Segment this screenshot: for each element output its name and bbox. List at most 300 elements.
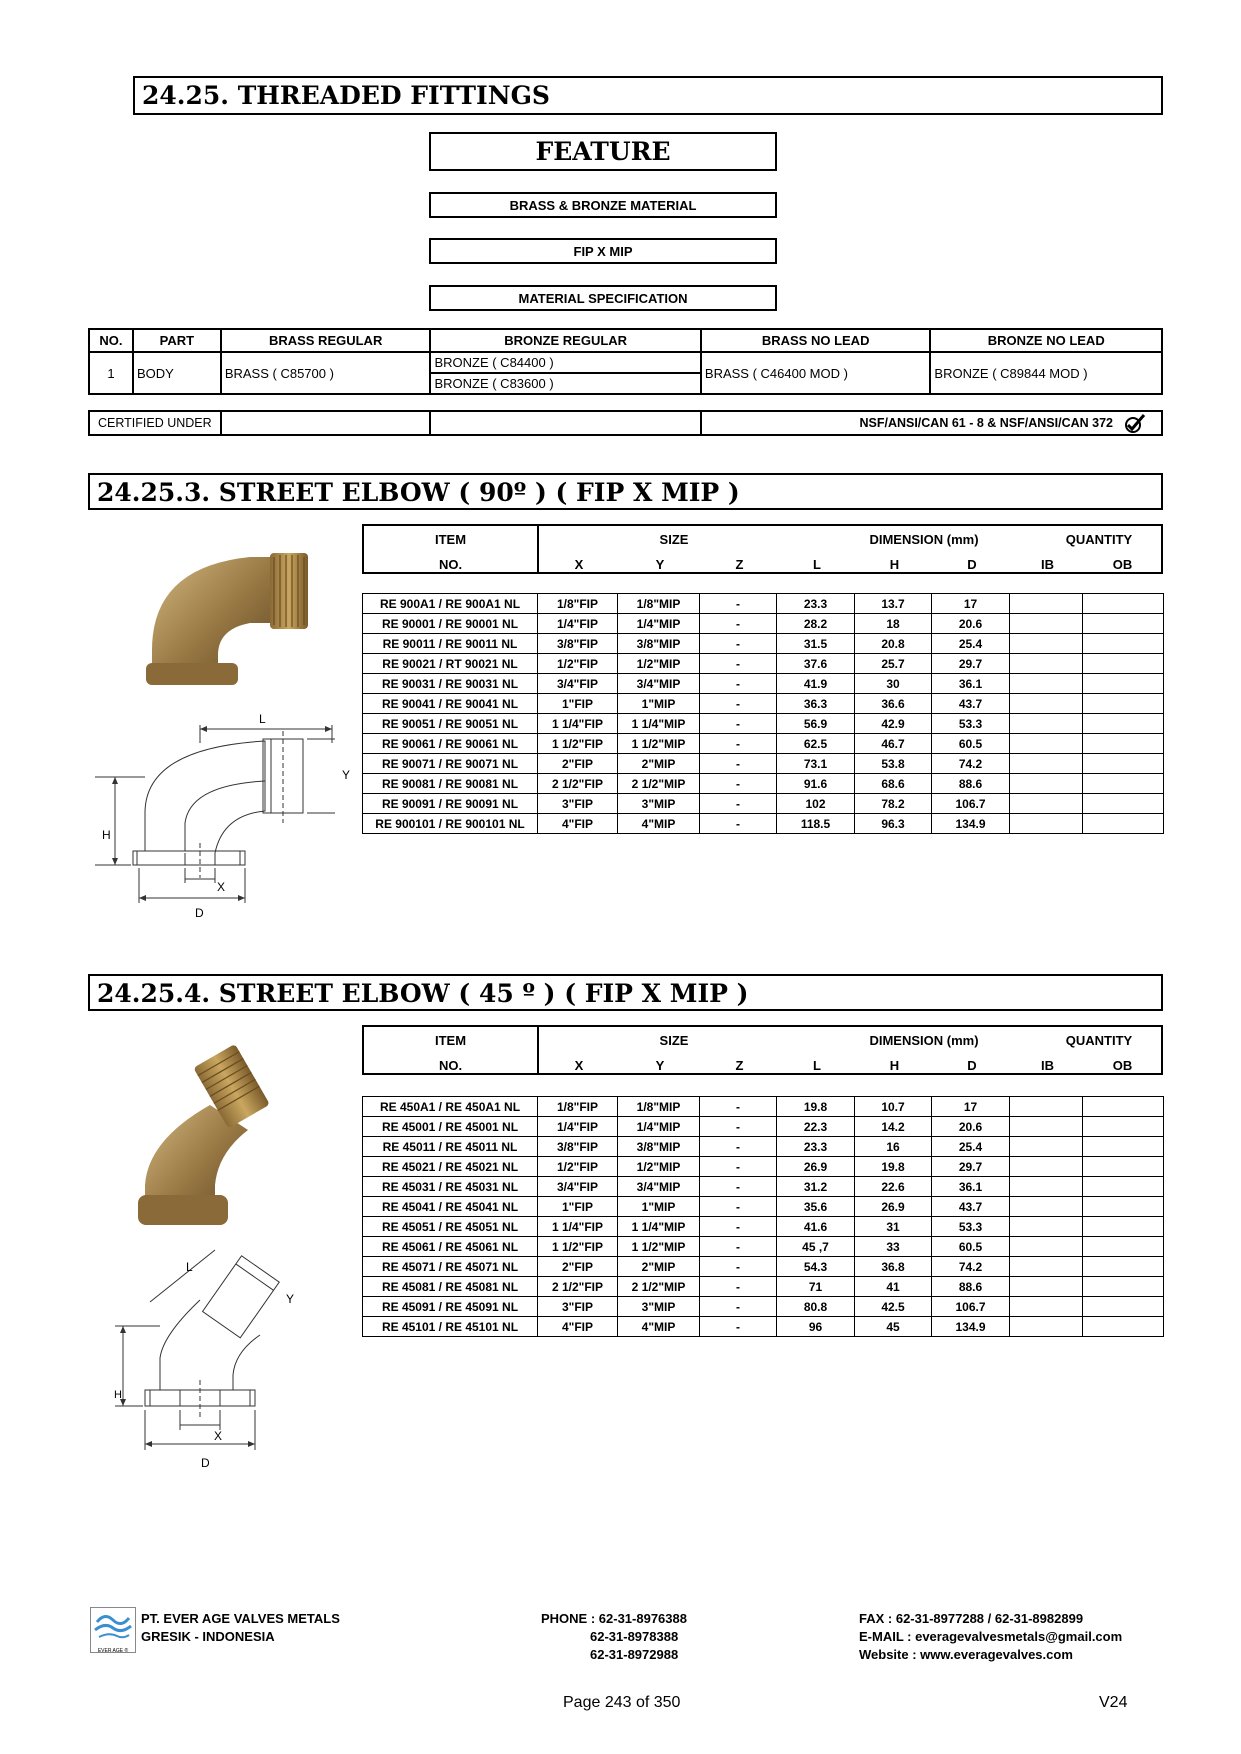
cell-dim-d: 43.7 bbox=[932, 1197, 1010, 1217]
th-45-ob: OB bbox=[1112, 1058, 1133, 1073]
cell-size-z: - bbox=[700, 594, 777, 614]
cell-qty-ib bbox=[1010, 814, 1083, 834]
section-45-title-text: 24.25.4. STREET ELBOW ( 45 º ) ( FIP X MIP ) bbox=[97, 979, 749, 1008]
cell-dim-l: 22.3 bbox=[777, 1117, 855, 1137]
th-90-z: Z bbox=[735, 557, 744, 572]
cell-qty-ib bbox=[1010, 794, 1083, 814]
footer-company-block bbox=[141, 1610, 340, 1646]
cell-dim-l: 23.3 bbox=[777, 1137, 855, 1157]
cell-qty-ib bbox=[1010, 634, 1083, 654]
diagram-45-label-d: D bbox=[201, 1456, 210, 1470]
cell-dim-d: 53.3 bbox=[932, 1217, 1010, 1237]
cell-qty-ib bbox=[1010, 654, 1083, 674]
cell-size-x: 3"FIP bbox=[538, 1297, 618, 1317]
cell-dim-h: 14.2 bbox=[855, 1117, 932, 1137]
cell-dim-h: 30 bbox=[855, 674, 932, 694]
cell-qty-ib bbox=[1010, 714, 1083, 734]
cell-item-no: RE 450A1 / RE 450A1 NL bbox=[363, 1097, 538, 1117]
cell-dim-h: 20.8 bbox=[855, 634, 932, 654]
cell-size-x: 1 1/4"FIP bbox=[538, 1217, 618, 1237]
th-45-no: NO. bbox=[438, 1058, 463, 1073]
diagram-90-label-d: D bbox=[195, 906, 204, 920]
cell-dim-h: 96.3 bbox=[855, 814, 932, 834]
cell-size-x: 1 1/2"FIP bbox=[538, 734, 618, 754]
cell-qty-ob bbox=[1083, 1297, 1164, 1317]
company-logo bbox=[90, 1607, 136, 1653]
cell-qty-ob bbox=[1083, 814, 1164, 834]
elbow-45-photo bbox=[130, 1035, 290, 1235]
cell-item-no: RE 45051 / RE 45051 NL bbox=[363, 1217, 538, 1237]
cell-size-y: 3"MIP bbox=[618, 1297, 700, 1317]
certified-empty-1 bbox=[221, 411, 431, 435]
footer-phone-3: 62-31-8972988 bbox=[590, 1647, 679, 1662]
cell-qty-ob bbox=[1083, 1117, 1164, 1137]
footer-email[interactable]: E-MAIL : everagevalvesmetals@gmail.com bbox=[859, 1629, 1123, 1644]
cell-item-no: RE 45061 / RE 45061 NL bbox=[363, 1237, 538, 1257]
cell-dim-l: 23.3 bbox=[777, 594, 855, 614]
cell-dim-l: 71 bbox=[777, 1277, 855, 1297]
page-number: Page 243 of 350 bbox=[563, 1694, 681, 1711]
th-90-x: X bbox=[574, 557, 584, 572]
cell-size-x: 1/2"FIP bbox=[538, 1157, 618, 1177]
elbow-90-diagram bbox=[95, 703, 360, 918]
spec-header-bronze-regular: BRONZE REGULAR bbox=[430, 329, 700, 352]
cell-dim-l: 28.2 bbox=[777, 614, 855, 634]
table-row bbox=[363, 754, 1164, 774]
cell-qty-ib bbox=[1010, 1217, 1083, 1237]
cell-qty-ob bbox=[1083, 1177, 1164, 1197]
cell-size-y: 1 1/2"MIP bbox=[618, 1237, 700, 1257]
cell-dim-d: 36.1 bbox=[932, 674, 1010, 694]
table-45-body bbox=[362, 1096, 1164, 1337]
cell-qty-ob bbox=[1083, 1237, 1164, 1257]
table-row bbox=[363, 1297, 1164, 1317]
cell-dim-d: 53.3 bbox=[932, 714, 1010, 734]
feature-material-spec: MATERIAL SPECIFICATION bbox=[429, 285, 777, 311]
certified-label: CERTIFIED UNDER bbox=[89, 411, 221, 435]
cell-size-y: 1"MIP bbox=[618, 694, 700, 714]
cell-size-x: 1/2"FIP bbox=[538, 654, 618, 674]
cell-dim-l: 26.9 bbox=[777, 1157, 855, 1177]
cell-item-no: RE 45031 / RE 45031 NL bbox=[363, 1177, 538, 1197]
cell-dim-d: 29.7 bbox=[932, 1157, 1010, 1177]
cell-size-z: - bbox=[700, 1317, 777, 1337]
cell-qty-ob bbox=[1083, 1137, 1164, 1157]
logo-text: EVER AGE ® bbox=[97, 1648, 129, 1654]
cell-size-z: - bbox=[700, 1217, 777, 1237]
cell-item-no: RE 90051 / RE 90051 NL bbox=[363, 714, 538, 734]
th-45-quantity: QUANTITY bbox=[1065, 1033, 1133, 1048]
cell-size-z: - bbox=[700, 674, 777, 694]
cell-item-no: RE 900101 / RE 900101 NL bbox=[363, 814, 538, 834]
cell-dim-d: 17 bbox=[932, 1097, 1010, 1117]
table-row bbox=[363, 714, 1164, 734]
th-45-size: SIZE bbox=[659, 1033, 689, 1048]
table-row bbox=[363, 734, 1164, 754]
section-title bbox=[133, 76, 1163, 115]
section-45-title bbox=[88, 974, 1163, 1011]
cell-dim-d: 20.6 bbox=[932, 614, 1010, 634]
cell-qty-ob bbox=[1083, 734, 1164, 754]
table-45-header bbox=[362, 1025, 1163, 1075]
spec-row-no: 1 bbox=[89, 352, 133, 394]
diagram-45-label-l: L bbox=[186, 1260, 193, 1274]
cell-dim-h: 36.8 bbox=[855, 1257, 932, 1277]
cell-qty-ob bbox=[1083, 634, 1164, 654]
cell-item-no: RE 45001 / RE 45001 NL bbox=[363, 1117, 538, 1137]
cell-qty-ob bbox=[1083, 614, 1164, 634]
cell-dim-h: 26.9 bbox=[855, 1197, 932, 1217]
cell-item-no: RE 90071 / RE 90071 NL bbox=[363, 754, 538, 774]
cell-size-z: - bbox=[700, 1197, 777, 1217]
table-row bbox=[363, 1257, 1164, 1277]
spec-row-part: BODY bbox=[133, 352, 221, 394]
spec-row-bronze-no-lead: BRONZE ( C89844 MOD ) bbox=[930, 352, 1162, 394]
cell-dim-l: 54.3 bbox=[777, 1257, 855, 1277]
table-row bbox=[363, 814, 1164, 834]
table-row bbox=[363, 1117, 1164, 1137]
cell-dim-l: 19.8 bbox=[777, 1097, 855, 1117]
cell-size-y: 1/2"MIP bbox=[618, 654, 700, 674]
cell-qty-ob bbox=[1083, 754, 1164, 774]
cell-qty-ib bbox=[1010, 1277, 1083, 1297]
cell-dim-h: 36.6 bbox=[855, 694, 932, 714]
cell-qty-ib bbox=[1010, 1137, 1083, 1157]
cell-dim-d: 88.6 bbox=[932, 774, 1010, 794]
table-row bbox=[363, 654, 1164, 674]
cell-size-z: - bbox=[700, 734, 777, 754]
cell-size-x: 1"FIP bbox=[538, 1197, 618, 1217]
cell-size-x: 2"FIP bbox=[538, 1257, 618, 1277]
cell-qty-ob bbox=[1083, 774, 1164, 794]
spec-header-part: PART bbox=[133, 329, 221, 352]
cell-size-x: 1/8"FIP bbox=[538, 1097, 618, 1117]
cell-size-z: - bbox=[700, 634, 777, 654]
cell-item-no: RE 90011 / RE 90011 NL bbox=[363, 634, 538, 654]
cell-qty-ib bbox=[1010, 1197, 1083, 1217]
cell-dim-d: 25.4 bbox=[932, 1137, 1010, 1157]
cell-item-no: RE 90091 / RE 90091 NL bbox=[363, 794, 538, 814]
th-90-item: ITEM bbox=[434, 532, 467, 547]
cell-dim-d: 74.2 bbox=[932, 1257, 1010, 1277]
footer-contact-block bbox=[859, 1610, 1122, 1664]
cell-dim-l: 102 bbox=[777, 794, 855, 814]
cell-dim-l: 37.6 bbox=[777, 654, 855, 674]
cell-size-y: 3/4"MIP bbox=[618, 674, 700, 694]
table-90-header bbox=[362, 524, 1163, 574]
spec-header-row bbox=[89, 329, 1162, 352]
cell-dim-d: 36.1 bbox=[932, 1177, 1010, 1197]
cell-dim-l: 41.6 bbox=[777, 1217, 855, 1237]
diagram-90-label-h: H bbox=[102, 828, 111, 842]
section-90-title-text: 24.25.3. STREET ELBOW ( 90º ) ( FIP X MIP ) bbox=[97, 478, 740, 507]
cell-size-z: - bbox=[700, 694, 777, 714]
table-row bbox=[363, 694, 1164, 714]
cell-size-y: 1/2"MIP bbox=[618, 1157, 700, 1177]
cell-size-z: - bbox=[700, 794, 777, 814]
cell-size-z: - bbox=[700, 1257, 777, 1277]
cell-item-no: RE 900A1 / RE 900A1 NL bbox=[363, 594, 538, 614]
certified-value: NSF/ANSI/CAN 61 - 8 & NSF/ANSI/CAN 372 bbox=[859, 416, 1113, 430]
cell-size-z: - bbox=[700, 1237, 777, 1257]
cell-qty-ib bbox=[1010, 1097, 1083, 1117]
cell-dim-h: 68.6 bbox=[855, 774, 932, 794]
footer-phone-1: PHONE : 62-31-8976388 bbox=[541, 1611, 687, 1626]
th-90-size: SIZE bbox=[659, 532, 689, 547]
th-45-l: L bbox=[813, 1058, 821, 1073]
cell-size-y: 3/8"MIP bbox=[618, 1137, 700, 1157]
table-row bbox=[363, 634, 1164, 654]
cell-qty-ib bbox=[1010, 1257, 1083, 1277]
cell-qty-ob bbox=[1083, 714, 1164, 734]
cell-dim-d: 74.2 bbox=[932, 754, 1010, 774]
th-90-l: L bbox=[813, 557, 821, 572]
cell-dim-h: 22.6 bbox=[855, 1177, 932, 1197]
cell-dim-d: 29.7 bbox=[932, 654, 1010, 674]
diagram-90-label-y: Y bbox=[342, 768, 351, 782]
table-row bbox=[363, 1177, 1164, 1197]
cell-dim-l: 36.3 bbox=[777, 694, 855, 714]
cell-size-y: 1 1/4"MIP bbox=[618, 714, 700, 734]
cell-dim-d: 106.7 bbox=[932, 794, 1010, 814]
cell-size-z: - bbox=[700, 754, 777, 774]
th-90-y: Y bbox=[655, 557, 665, 572]
cell-size-y: 2 1/2"MIP bbox=[618, 774, 700, 794]
table-row bbox=[363, 1317, 1164, 1337]
cell-item-no: RE 90021 / RT 90021 NL bbox=[363, 654, 538, 674]
cell-size-z: - bbox=[700, 1157, 777, 1177]
cell-size-x: 2 1/2"FIP bbox=[538, 1277, 618, 1297]
cell-size-y: 1/8"MIP bbox=[618, 1097, 700, 1117]
cell-dim-l: 31.5 bbox=[777, 634, 855, 654]
table-row bbox=[363, 794, 1164, 814]
cell-dim-l: 118.5 bbox=[777, 814, 855, 834]
certified-value-cell bbox=[701, 411, 1162, 435]
cell-size-x: 1 1/4"FIP bbox=[538, 714, 618, 734]
th-45-y: Y bbox=[655, 1058, 665, 1073]
cell-qty-ob bbox=[1083, 1157, 1164, 1177]
section-90-title bbox=[88, 473, 1163, 510]
cell-size-z: - bbox=[700, 654, 777, 674]
th-90-h: H bbox=[889, 557, 900, 572]
table-row bbox=[363, 674, 1164, 694]
cell-qty-ob bbox=[1083, 1197, 1164, 1217]
cell-dim-h: 46.7 bbox=[855, 734, 932, 754]
cell-dim-d: 20.6 bbox=[932, 1117, 1010, 1137]
cell-size-y: 1/8"MIP bbox=[618, 594, 700, 614]
cell-dim-h: 53.8 bbox=[855, 754, 932, 774]
diagram-90-label-l: L bbox=[259, 712, 266, 726]
table-90-body bbox=[362, 593, 1164, 834]
cell-dim-h: 78.2 bbox=[855, 794, 932, 814]
th-90-d: D bbox=[967, 557, 977, 572]
cell-item-no: RE 90081 / RE 90081 NL bbox=[363, 774, 538, 794]
cell-qty-ib bbox=[1010, 1117, 1083, 1137]
cell-size-z: - bbox=[700, 774, 777, 794]
check-icon bbox=[1123, 413, 1147, 435]
cell-dim-h: 25.7 bbox=[855, 654, 932, 674]
cell-qty-ob bbox=[1083, 794, 1164, 814]
cell-qty-ib bbox=[1010, 594, 1083, 614]
cell-size-y: 1"MIP bbox=[618, 1197, 700, 1217]
cell-size-x: 1"FIP bbox=[538, 694, 618, 714]
certified-empty-2 bbox=[430, 411, 700, 435]
th-45-h: H bbox=[889, 1058, 900, 1073]
cell-size-x: 3/8"FIP bbox=[538, 1137, 618, 1157]
table-row bbox=[363, 1217, 1164, 1237]
elbow-90-photo bbox=[140, 545, 315, 690]
th-45-ib: IB bbox=[1041, 1058, 1054, 1073]
cell-size-y: 3/4"MIP bbox=[618, 1177, 700, 1197]
cell-qty-ob bbox=[1083, 1097, 1164, 1117]
cell-size-z: - bbox=[700, 1177, 777, 1197]
cell-dim-l: 56.9 bbox=[777, 714, 855, 734]
cell-size-y: 2 1/2"MIP bbox=[618, 1277, 700, 1297]
table-row bbox=[363, 1097, 1164, 1117]
cell-size-x: 2 1/2"FIP bbox=[538, 774, 618, 794]
cell-size-y: 2"MIP bbox=[618, 754, 700, 774]
cell-qty-ob bbox=[1083, 654, 1164, 674]
th-45-item: ITEM bbox=[434, 1033, 467, 1048]
cell-size-z: - bbox=[700, 614, 777, 634]
cell-qty-ob bbox=[1083, 1217, 1164, 1237]
cell-item-no: RE 45091 / RE 45091 NL bbox=[363, 1297, 538, 1317]
table-row bbox=[363, 1197, 1164, 1217]
cell-dim-h: 10.7 bbox=[855, 1097, 932, 1117]
cell-qty-ob bbox=[1083, 1257, 1164, 1277]
cell-dim-h: 45 bbox=[855, 1317, 932, 1337]
table-row bbox=[363, 1277, 1164, 1297]
cell-qty-ob bbox=[1083, 594, 1164, 614]
spec-header-bronze-no-lead: BRONZE NO LEAD bbox=[930, 329, 1162, 352]
cell-item-no: RE 90001 / RE 90001 NL bbox=[363, 614, 538, 634]
th-45-d: D bbox=[967, 1058, 977, 1073]
cell-size-x: 3/4"FIP bbox=[538, 674, 618, 694]
cell-qty-ib bbox=[1010, 1297, 1083, 1317]
cell-size-x: 4"FIP bbox=[538, 1317, 618, 1337]
cell-dim-l: 62.5 bbox=[777, 734, 855, 754]
spec-header-no: NO. bbox=[89, 329, 133, 352]
footer-website[interactable]: Website : www.everagevalves.com bbox=[859, 1647, 1073, 1662]
cell-qty-ib bbox=[1010, 1157, 1083, 1177]
cell-dim-d: 60.5 bbox=[932, 734, 1010, 754]
cell-item-no: RE 90031 / RE 90031 NL bbox=[363, 674, 538, 694]
th-45-z: Z bbox=[735, 1058, 744, 1073]
cell-dim-d: 134.9 bbox=[932, 814, 1010, 834]
cell-dim-l: 91.6 bbox=[777, 774, 855, 794]
cell-size-y: 1 1/2"MIP bbox=[618, 734, 700, 754]
cell-size-x: 1/4"FIP bbox=[538, 614, 618, 634]
table-row bbox=[363, 1157, 1164, 1177]
cell-size-x: 3/4"FIP bbox=[538, 1177, 618, 1197]
table-row bbox=[363, 614, 1164, 634]
spec-row-brass-no-lead: BRASS ( C46400 MOD ) bbox=[701, 352, 931, 394]
cell-size-y: 4"MIP bbox=[618, 1317, 700, 1337]
cell-item-no: RE 90061 / RE 90061 NL bbox=[363, 734, 538, 754]
th-90-ob: OB bbox=[1112, 557, 1133, 572]
cell-size-y: 1 1/4"MIP bbox=[618, 1217, 700, 1237]
cell-size-x: 1/8"FIP bbox=[538, 594, 618, 614]
wave-logo-icon bbox=[91, 1608, 135, 1642]
cell-item-no: RE 45041 / RE 45041 NL bbox=[363, 1197, 538, 1217]
cell-qty-ib bbox=[1010, 774, 1083, 794]
cell-item-no: RE 45021 / RE 45021 NL bbox=[363, 1157, 538, 1177]
cell-item-no: RE 45071 / RE 45071 NL bbox=[363, 1257, 538, 1277]
th-90-dimension: DIMENSION (mm) bbox=[869, 532, 979, 547]
cell-qty-ob bbox=[1083, 674, 1164, 694]
cell-dim-d: 60.5 bbox=[932, 1237, 1010, 1257]
cell-qty-ob bbox=[1083, 1317, 1164, 1337]
th-90-quantity: QUANTITY bbox=[1065, 532, 1133, 547]
feature-title: FEATURE bbox=[429, 132, 777, 171]
cell-dim-h: 42.5 bbox=[855, 1297, 932, 1317]
certified-table bbox=[88, 410, 1163, 436]
spec-header-brass-regular: BRASS REGULAR bbox=[221, 329, 431, 352]
cell-size-y: 3/8"MIP bbox=[618, 634, 700, 654]
cell-dim-h: 18 bbox=[855, 614, 932, 634]
cell-size-z: - bbox=[700, 714, 777, 734]
diagram-45-label-y: Y bbox=[286, 1292, 295, 1306]
footer-location: GRESIK - INDONESIA bbox=[141, 1629, 275, 1644]
cell-size-z: - bbox=[700, 1277, 777, 1297]
cell-dim-l: 41.9 bbox=[777, 674, 855, 694]
th-90-no: NO. bbox=[438, 557, 463, 572]
cell-qty-ib bbox=[1010, 1177, 1083, 1197]
table-row bbox=[363, 1137, 1164, 1157]
cell-dim-l: 80.8 bbox=[777, 1297, 855, 1317]
table-row bbox=[363, 774, 1164, 794]
cell-dim-d: 17 bbox=[932, 594, 1010, 614]
elbow-45-diagram bbox=[95, 1240, 315, 1455]
cell-dim-l: 31.2 bbox=[777, 1177, 855, 1197]
cell-dim-h: 13.7 bbox=[855, 594, 932, 614]
footer-company: PT. EVER AGE VALVES METALS bbox=[141, 1611, 340, 1626]
cell-dim-d: 88.6 bbox=[932, 1277, 1010, 1297]
spec-row-bronze-regular-2: BRONZE ( C83600 ) bbox=[430, 373, 700, 394]
cell-size-z: - bbox=[700, 1297, 777, 1317]
spec-row-bronze-regular-1: BRONZE ( C84400 ) bbox=[430, 352, 700, 373]
cell-size-x: 1/4"FIP bbox=[538, 1117, 618, 1137]
diagram-45-label-x: X bbox=[214, 1429, 223, 1443]
spec-row-brass-regular: BRASS ( C85700 ) bbox=[221, 352, 431, 394]
cell-item-no: RE 45081 / RE 45081 NL bbox=[363, 1277, 538, 1297]
cell-dim-d: 134.9 bbox=[932, 1317, 1010, 1337]
cell-qty-ib bbox=[1010, 614, 1083, 634]
cell-dim-h: 41 bbox=[855, 1277, 932, 1297]
cell-size-z: - bbox=[700, 814, 777, 834]
footer-phone-block bbox=[541, 1610, 687, 1664]
cell-dim-h: 19.8 bbox=[855, 1157, 932, 1177]
table-row bbox=[363, 594, 1164, 614]
cell-qty-ob bbox=[1083, 1277, 1164, 1297]
cell-qty-ib bbox=[1010, 1237, 1083, 1257]
cell-size-x: 3/8"FIP bbox=[538, 634, 618, 654]
cell-size-x: 2"FIP bbox=[538, 754, 618, 774]
cell-size-y: 2"MIP bbox=[618, 1257, 700, 1277]
cell-dim-h: 16 bbox=[855, 1137, 932, 1157]
cell-size-x: 1 1/2"FIP bbox=[538, 1237, 618, 1257]
cell-size-y: 1/4"MIP bbox=[618, 614, 700, 634]
cell-size-y: 4"MIP bbox=[618, 814, 700, 834]
cell-size-y: 1/4"MIP bbox=[618, 1117, 700, 1137]
cell-dim-l: 73.1 bbox=[777, 754, 855, 774]
th-90-ib: IB bbox=[1041, 557, 1054, 572]
version-label: V24 bbox=[1099, 1694, 1128, 1711]
material-spec-table bbox=[88, 328, 1163, 395]
cell-dim-l: 35.6 bbox=[777, 1197, 855, 1217]
cell-dim-l: 45 ,7 bbox=[777, 1237, 855, 1257]
footer-phone-2: 62-31-8978388 bbox=[590, 1629, 679, 1644]
